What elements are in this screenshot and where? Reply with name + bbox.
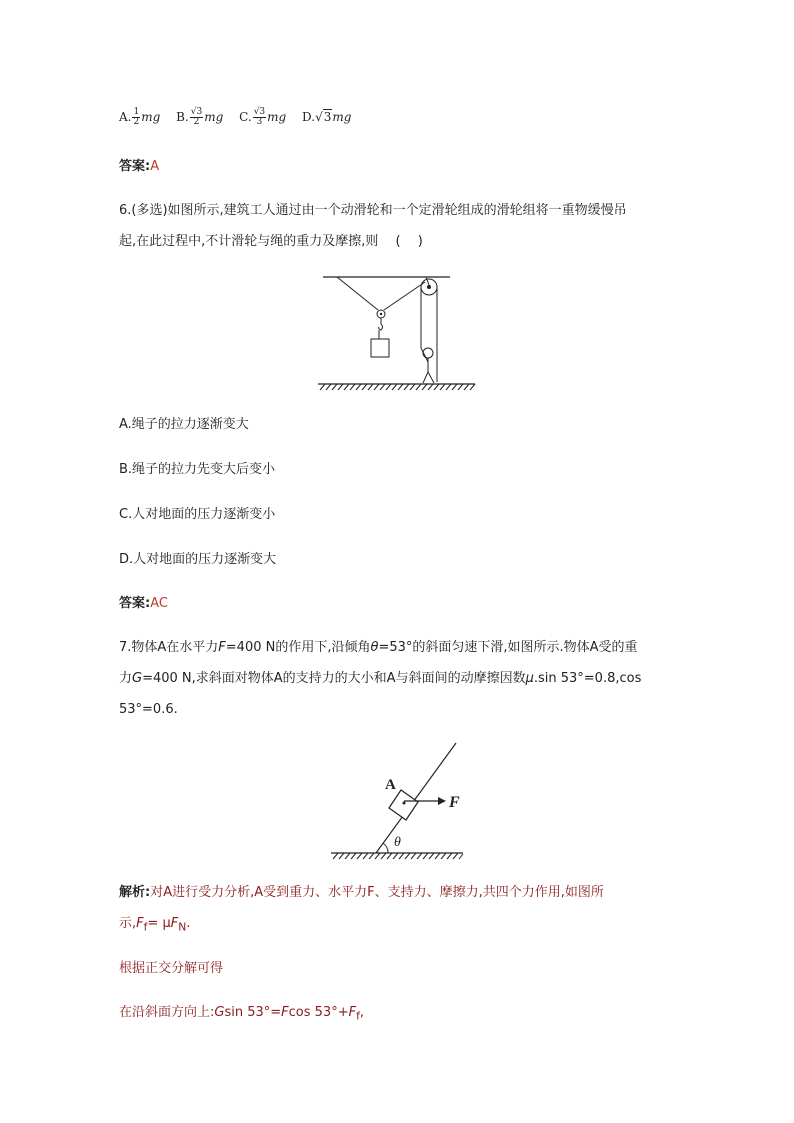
solution-line4: 在沿斜面方向上:Gsin 53°=Fcos $53^\circ+F_f$, [119, 1005, 365, 1023]
q7-stem-line2: 力G=400 N,求斜面对物体A的支持力的大小和A与斜面间的动摩擦因数μ.sin 53°=0.8,cos [119, 671, 642, 686]
fraction: $\frac{√3}{2}$ [190, 106, 203, 127]
svg-text:θ: θ [394, 835, 401, 850]
q5-option-c: C. $\frac{√3}{3}$ mg [239, 106, 287, 127]
q6-option-d: D.人对地面的压力逐渐变大 [119, 552, 277, 567]
incline-figure [328, 740, 468, 860]
q6-option-c: C.人对地面的压力逐渐变小 [119, 507, 276, 522]
q5-option-a: A. $\frac{1}{2}$ mg [119, 106, 161, 127]
q7-stem-line3: 53°=0.6. [119, 702, 178, 717]
q5-options [119, 106, 363, 127]
q6-option-b: B.绳子的拉力先变大后变小 [119, 462, 276, 477]
pulley-figure [315, 272, 480, 394]
svg-text:F: F [449, 794, 460, 811]
solution-line1: 解析:对A进行受力分析,A受到重力、水平力F、支持力、摩擦力,共四个力作用,如图所 [119, 885, 604, 900]
solution-line2: 示$,F_f= \mu F_N$. [119, 916, 191, 934]
fraction: $\frac{√3}{3}$ [253, 106, 266, 127]
q6-stem-line1: 6.(多选)如图所示,建筑工人通过由一个动滑轮和一个定滑轮组成的滑轮组将一重物缓慢吊 [119, 203, 627, 218]
q6-stem-line2: 起,在此过程中,不计滑轮与绳的重力及摩擦,则 ( ) [119, 234, 423, 249]
svg-text:A: A [385, 777, 396, 793]
q6-answer: 答案:AC [119, 596, 168, 611]
q5-answer: 答案:A [119, 159, 160, 174]
q5-option-b: B. $\frac{√3}{2}$ mg [176, 106, 224, 127]
q7-stem-line1: 7.物体A在水平力F=400 N的作用下,沿倾角θ=53°的斜面匀速下滑,如图所示.物体A受的重 [119, 640, 638, 655]
solution-line3: 根据正交分解可得 [119, 961, 224, 976]
fraction: $\frac{1}{2}$ [133, 106, 140, 127]
q6-option-a: A.绳子的拉力逐渐变大 [119, 417, 249, 432]
q5-option-d: D.√3mg [302, 109, 352, 124]
